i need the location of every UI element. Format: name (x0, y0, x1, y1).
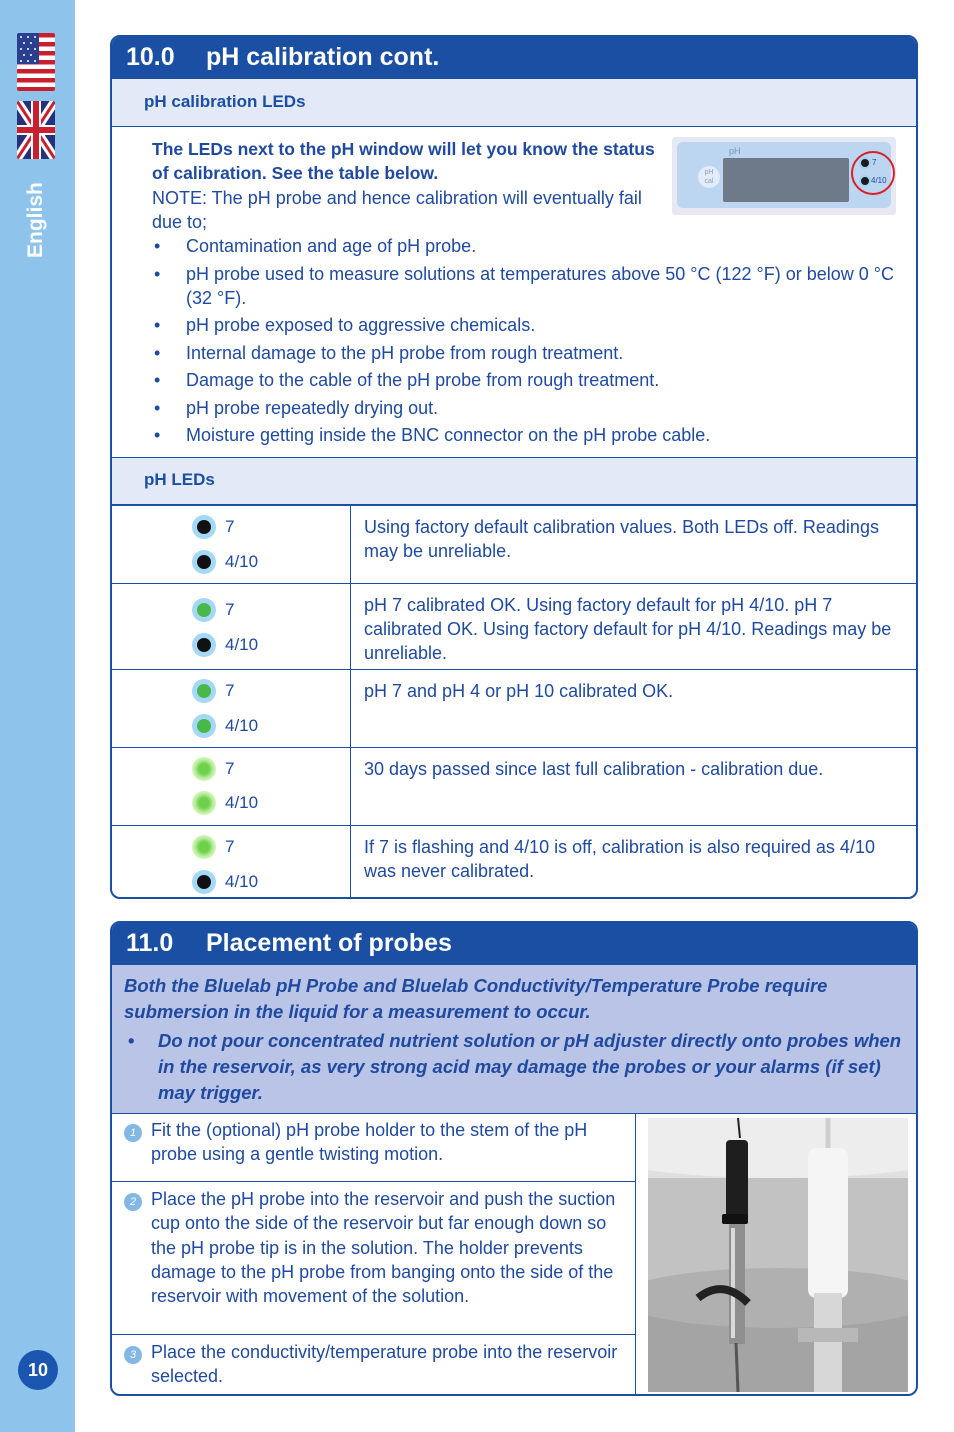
led-label-410: 4/10 (225, 552, 259, 571)
list-item: • pH probe exposed to aggressive chemicals. (152, 313, 912, 337)
subheading-ph-leds: pH LEDs (112, 457, 916, 505)
section-placement-of-probes (110, 921, 918, 1396)
led-label-410: 4/10 (225, 872, 259, 891)
subheading-calibration-leds: pH calibration LEDs (112, 79, 916, 127)
warning-text: Do not pour concentrated nutrient solution or pH adjuster directly onto probes when in the reservoir, as very strong acid may damage the probes or your alarms (if set) may trigger. (158, 1030, 902, 1103)
list-item: • Damage to the cable of the pH probe from rough treatment. (152, 368, 912, 392)
list-item: • Internal damage to the pH probe from rough treatment. (152, 341, 912, 365)
table-row (112, 826, 916, 900)
led-description: 30 days passed since last full calibration - calibration due. (351, 748, 917, 826)
led-green-icon (192, 598, 216, 622)
uk-flag-icon (17, 101, 55, 159)
steps-list (112, 1113, 636, 1396)
section-title (112, 923, 916, 965)
led-green-icon (192, 679, 216, 703)
intro-text: The LEDs next to the pH window will let you know the status of calibration. See the table below. (152, 139, 655, 183)
list-item (112, 1335, 635, 1396)
list-item: • pH probe used to measure solutions at temperatures above 50 °C (122 °F) or below 0 °C (32 °F). (152, 262, 912, 310)
led-description: Using factory default calibration values. Both LEDs off. Readings may be unreliable. (351, 506, 917, 584)
list-item (112, 1182, 635, 1335)
led-green-icon (192, 714, 216, 738)
us-flag-icon (17, 33, 55, 91)
ph-display-screen (723, 158, 849, 202)
led-off-icon (192, 870, 216, 894)
led-7-label: 7 (872, 158, 877, 167)
ph-window-label: pH (729, 146, 741, 156)
table-row (112, 506, 916, 584)
led-label-7: 7 (225, 759, 235, 778)
section-title-text: pH calibration cont. (206, 43, 440, 71)
led-flashing-icon (192, 835, 216, 859)
led-label-7: 7 (225, 681, 235, 700)
led-description: pH 7 and pH 4 or pH 10 calibrated OK. (351, 670, 917, 748)
ph-cal-button-icon: pH cal (698, 166, 720, 188)
probes-in-reservoir-photo (648, 1118, 908, 1392)
led-410-icon (859, 175, 871, 187)
step-text: Place the conductivity/temperature probe into the reservoir selected. (151, 1342, 618, 1387)
step-text: Fit the (optional) pH probe holder to the stem of the pH probe using a gentle twisting motion. (151, 1120, 588, 1165)
table-row (112, 748, 916, 826)
list-item (112, 1113, 635, 1182)
calibration-info (112, 127, 916, 457)
led-label-410: 4/10 (225, 793, 259, 812)
ph-leds-table (112, 505, 916, 899)
section-title-text: Placement of probes (206, 929, 452, 957)
section-number: 10.0 (126, 43, 175, 71)
sidebar (0, 0, 75, 1432)
failure-causes-list (152, 234, 912, 451)
led-label-410: 4/10 (225, 635, 259, 654)
step-number: 3 (124, 1346, 142, 1364)
table-row (112, 670, 916, 748)
led-label-7: 7 (225, 517, 235, 536)
list-item: • Contamination and age of pH probe. (152, 234, 912, 258)
step-number: 2 (124, 1193, 142, 1211)
led-off-icon (192, 550, 216, 574)
led-label-410: 4/10 (225, 716, 259, 735)
led-7-icon (859, 157, 871, 169)
section-title (112, 37, 916, 79)
led-label-7: 7 (225, 837, 235, 856)
page-number: 10 (18, 1350, 58, 1390)
led-description: If 7 is flashing and 4/10 is off, calibration is also required as 4/10 was never calibrated. (351, 826, 917, 900)
submersion-note (112, 965, 916, 1114)
step-number: 1 (124, 1124, 142, 1142)
section-ph-calibration (110, 35, 918, 899)
step-text: Place the pH probe into the reservoir and push the suction cup onto the side of the reservoir but far enough down so the pH probe tip is in the solution. The holder prevents damage to the pH probe from banging onto the side of the reservoir with movement of the solution. (151, 1189, 616, 1307)
section-number: 11.0 (126, 929, 174, 957)
table-row (112, 584, 916, 670)
led-label-7: 7 (225, 600, 235, 619)
led-off-icon (192, 633, 216, 657)
list-item: • Moisture getting inside the BNC connector on the pH probe cable. (152, 423, 912, 447)
language-label: English (24, 182, 47, 258)
intro-text: Both the Bluelab pH Probe and Bluelab Conductivity/Temperature Probe require submersion in the liquid for a measurement to occur. (124, 975, 828, 1022)
note-text: NOTE: The pH probe and hence calibration will eventually fail due to; (152, 188, 642, 232)
led-flashing-icon (192, 791, 216, 815)
led-description: pH 7 calibrated OK. Using factory default for pH 4/10. pH 7 calibrated OK. Using factory default for pH 4/10. Readings may be unreliable. (351, 584, 917, 670)
bullet-icon: • (128, 1030, 135, 1051)
ph-window-illustration (672, 137, 896, 215)
list-item: • pH probe repeatedly drying out. (152, 396, 912, 420)
led-off-icon (192, 515, 216, 539)
led-410-label: 4/10 (871, 176, 887, 185)
led-flashing-icon (192, 757, 216, 781)
